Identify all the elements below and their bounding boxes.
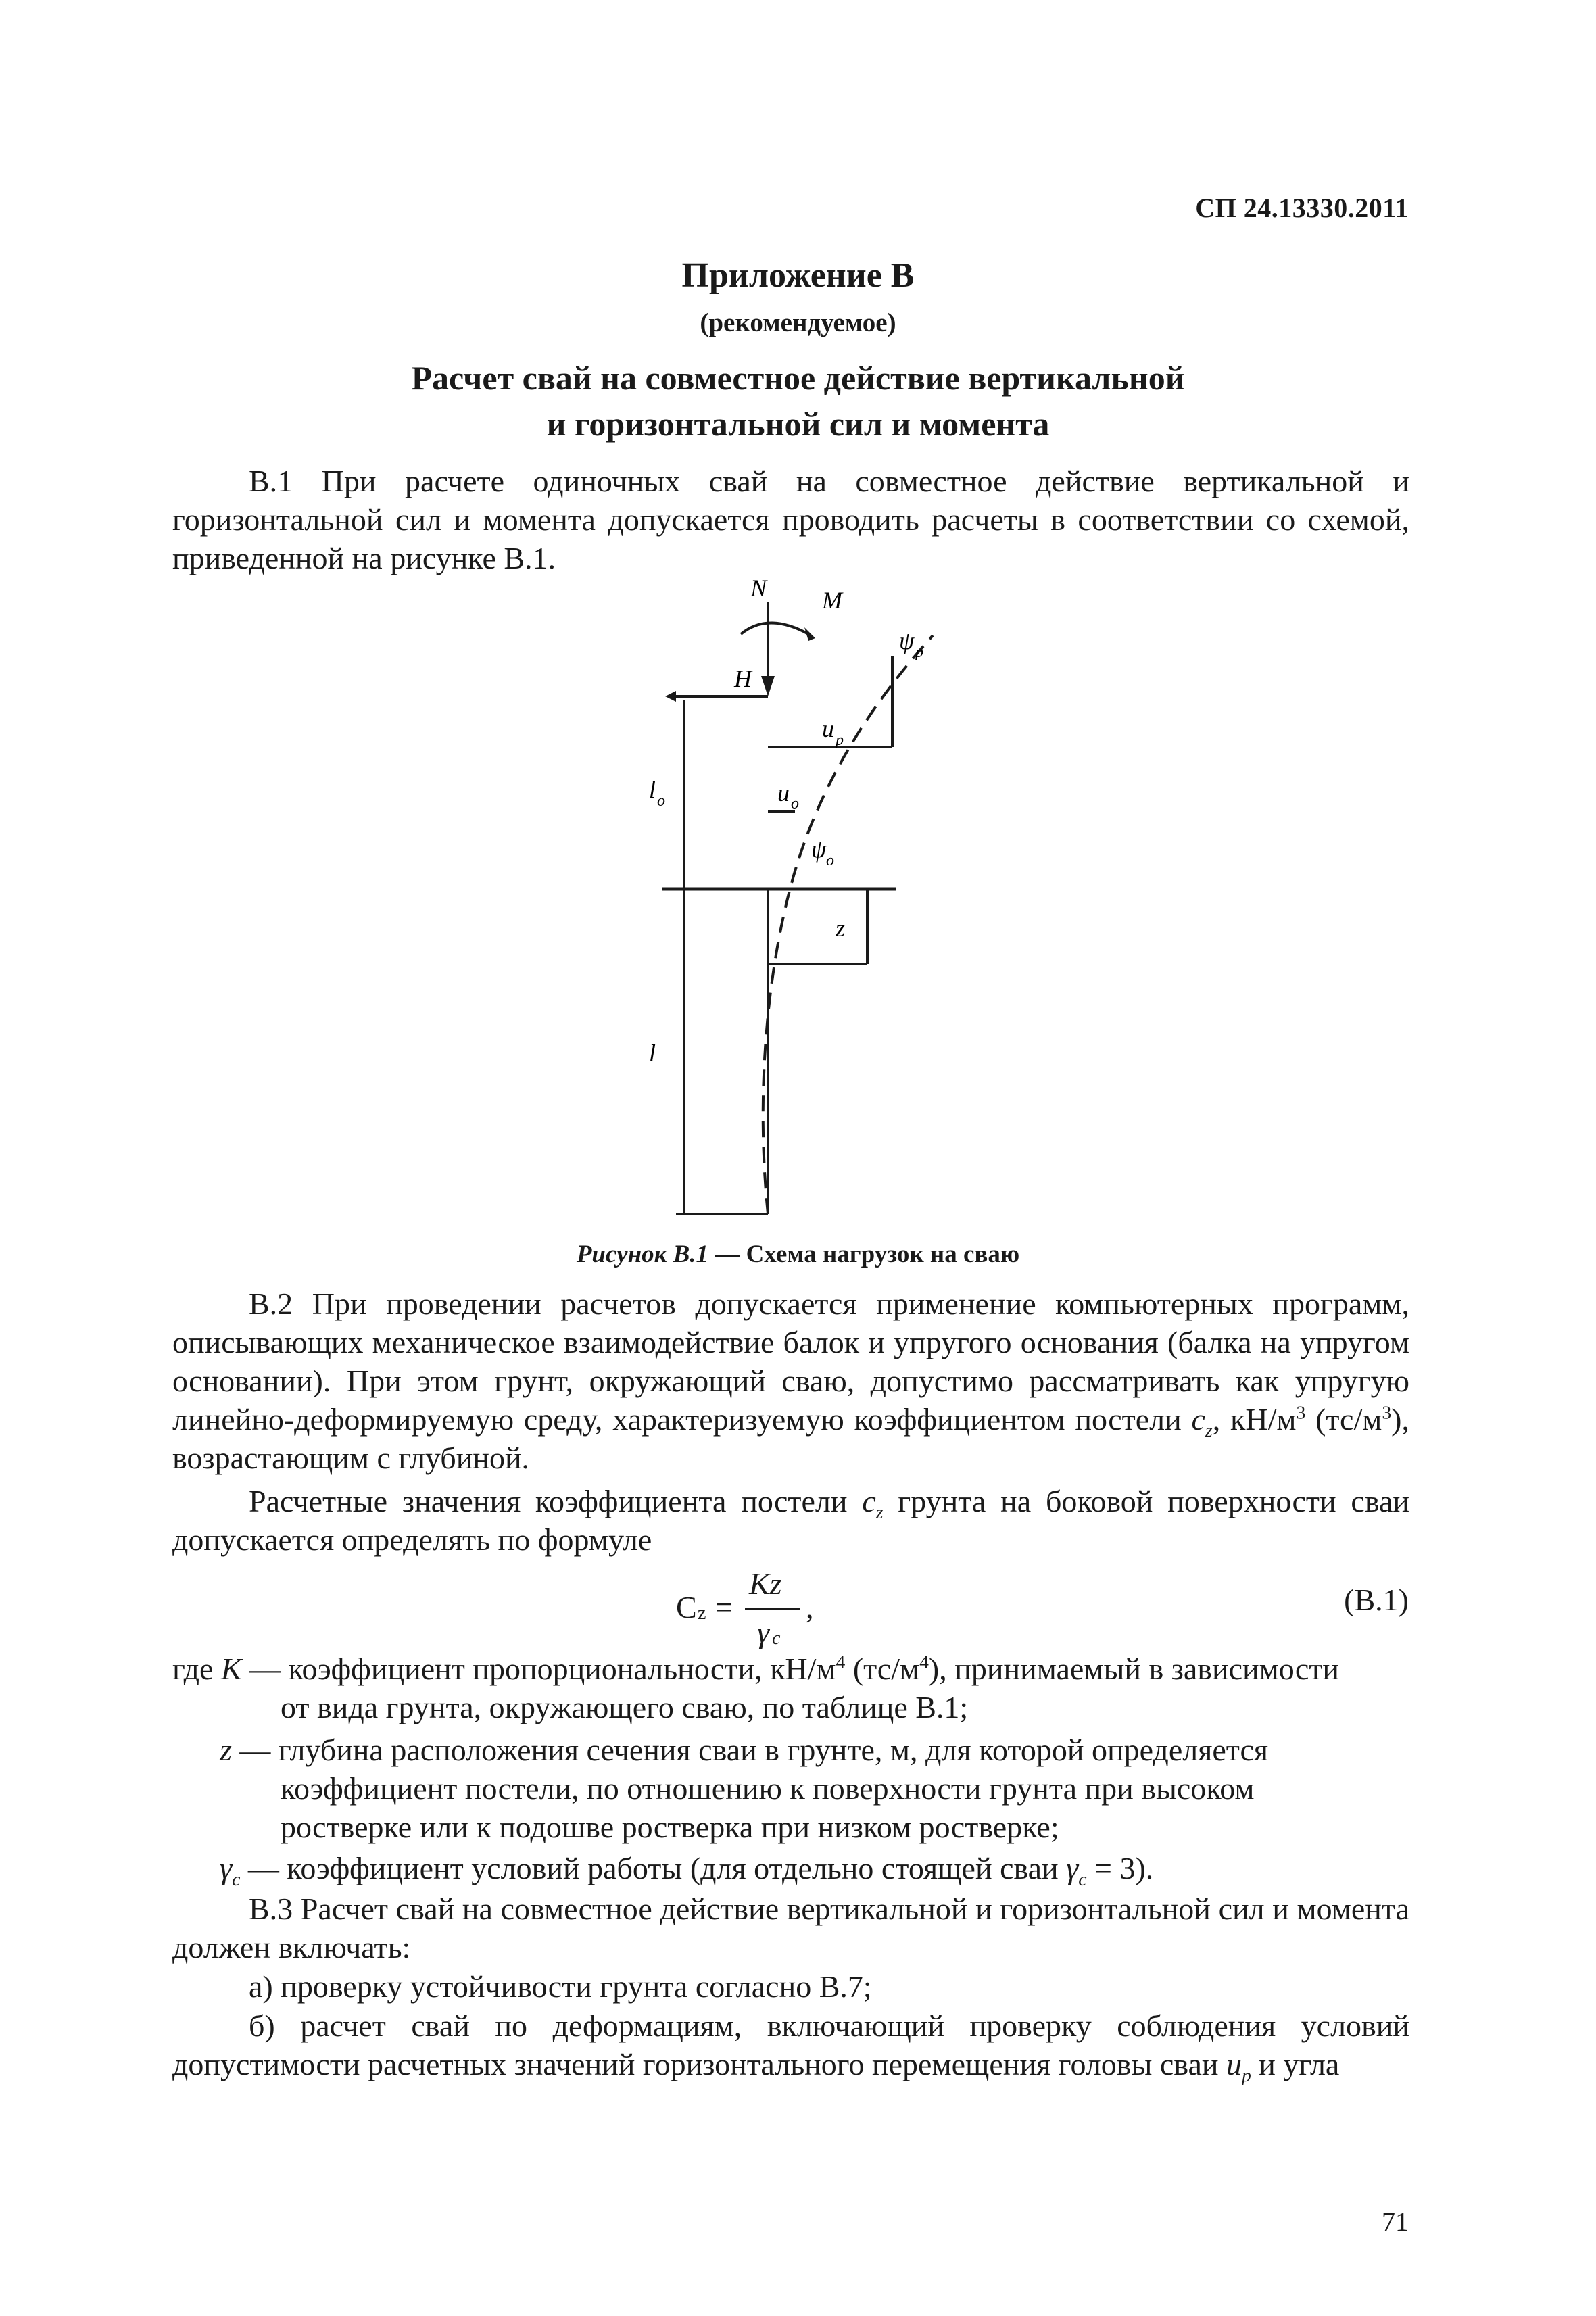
paragraph-b2-text-a: В.2 При проведении расчетов допускается применение компьютерных программ, описывающих механическое взаимодействие балок и упругого основания (балка на упругом основании). При этом грунт, окружающий сваю, допустимо рассматривать как упругую линейно-деформируемую среду, характеризуемую коэффициентом постели	[172, 1286, 1409, 1437]
label-z: z	[836, 915, 846, 942]
label-u-o-sub: o	[791, 795, 799, 813]
figure-caption	[0, 1240, 1596, 1269]
formula-comma: ,	[806, 1590, 814, 1624]
superscript-4a: 4	[836, 1651, 846, 1672]
paragraph-b1: В.1 При расчете одиночных свай на совместное действие вертикальной и горизонтальной сил и момента допускается проводить расчеты в соответствии со схемой, приведенной на рисунке В.1.	[172, 464, 1409, 575]
list-item-b-text-b: и угла	[1251, 2047, 1340, 2081]
where-z-line2: коэффициент постели, по отношению к поверхности грунта при высоком	[281, 1771, 1255, 1806]
where-k-text-a: — коэффициент пропорциональности, кН/м	[241, 1651, 836, 1686]
paragraph-b2-text-d: ), возрастающим с глубиной.	[172, 1402, 1409, 1475]
where-k-line2: от вида грунта, окружающего сваю, по таблице В.1;	[281, 1690, 969, 1724]
where-z-line3: ростверке или к подошве ростверка при низком ростверке;	[281, 1810, 1059, 1844]
symbol-up: u	[1226, 2047, 1242, 2081]
paragraph-b2-text-c: (тс/м	[1305, 1402, 1382, 1437]
where-k-block	[172, 1649, 1409, 1727]
label-u-p: u	[822, 715, 834, 742]
formula-b1	[676, 1566, 852, 1660]
formula-lhs-sub: z	[698, 1603, 706, 1624]
symbol-up-sub: p	[1242, 2065, 1251, 2086]
label-l: l	[649, 1040, 656, 1067]
superscript-4b: 4	[919, 1651, 929, 1672]
section-heading-line2: и горизонтальной сил и момента	[546, 405, 1050, 443]
symbol-cz: c	[1191, 1402, 1205, 1437]
page-number: 71	[1382, 2206, 1409, 2237]
document-code: СП 24.13330.2011	[1195, 193, 1409, 223]
label-psi-o: ψ	[811, 836, 827, 863]
symbol-cz-2-sub: z	[875, 1501, 884, 1523]
paragraph-calc	[172, 1482, 1409, 1559]
moment-m-arc	[741, 623, 808, 635]
label-psi-p-sub: p	[915, 644, 923, 661]
figure-caption-label: Рисунок В.1	[576, 1240, 709, 1268]
label-u-p-sub: p	[836, 731, 844, 749]
formula-lhs: C	[676, 1590, 697, 1624]
where-k-text-b: (тс/м	[845, 1651, 920, 1686]
label-m: M	[822, 587, 842, 614]
where-z-line1	[220, 1731, 1409, 1769]
where-gamma-line	[220, 1849, 1409, 1890]
section-heading	[0, 355, 1596, 447]
symbol-k: К	[220, 1651, 242, 1686]
formula-fraction-bar	[745, 1608, 800, 1610]
pile-load-diagram	[608, 568, 987, 1230]
appendix-title: Приложение В	[681, 256, 915, 295]
section-heading-line1: Расчет свай на совместное действие вертикальной	[411, 359, 1185, 397]
list-item-b-text-a: б) расчет свай по деформациям, включающий проверку соблюдения условий допустимости расчетных значений горизонтального перемещения головы сваи	[172, 2008, 1409, 2081]
where-k-text-c: ), принимаемый в зависимости	[928, 1651, 1340, 1686]
figure-caption-text: — Схема нагрузок на сваю	[708, 1240, 1020, 1268]
paragraph-calc-text-b: грунта на боковой поверхности сваи допускается определять по формуле	[172, 1484, 1409, 1557]
symbol-cz-2: c	[862, 1484, 876, 1518]
paragraph-b2-text-b: , кН/м	[1212, 1402, 1297, 1437]
label-u-o: u	[777, 779, 790, 806]
superscript-3a: 3	[1296, 1401, 1306, 1423]
symbol-gamma-c-2: γ	[1066, 1851, 1079, 1885]
force-h-arrowhead	[665, 691, 676, 702]
label-psi-p: ψ	[899, 627, 915, 654]
label-l0-sub: o	[657, 792, 665, 810]
where-gamma-text: — коэффициент условий работы (для отдельно стоящей сваи	[240, 1851, 1067, 1885]
appendix-subtitle: (рекомендуемое)	[700, 308, 896, 337]
formula-equals: =	[715, 1590, 733, 1624]
where-z-block	[220, 1731, 1409, 1846]
symbol-cz-sub: z	[1205, 1420, 1213, 1441]
paragraph-b2	[172, 1284, 1409, 1477]
label-n: N	[750, 575, 767, 602]
where-k-line1	[172, 1649, 1409, 1688]
list-item-a: а) проверку устойчивости грунта согласно В.7;	[249, 1969, 872, 2004]
formula-denominator: γ	[757, 1615, 770, 1649]
formula-numerator: Kz	[749, 1566, 782, 1601]
symbol-gamma-c-sub: c	[232, 1868, 241, 1890]
symbol-gamma-c: γ	[220, 1851, 233, 1885]
where-gamma-end: = 3).	[1086, 1851, 1154, 1885]
where-z-text: — глубина расположения сечения сваи в грунте, м, для которой определяется	[231, 1733, 1269, 1767]
formula-denominator-sub: c	[772, 1628, 781, 1649]
where-prefix: где	[172, 1651, 221, 1686]
deflected-pile-curve	[763, 635, 933, 1214]
list-item-b	[172, 2006, 1409, 2086]
label-h: H	[734, 665, 752, 692]
paragraph-calc-text-a: Расчетные значения коэффициента постели	[249, 1484, 863, 1518]
label-l0: l	[649, 776, 656, 803]
superscript-3b: 3	[1382, 1401, 1392, 1423]
symbol-z: z	[220, 1733, 232, 1767]
symbol-gamma-c-2-sub: c	[1078, 1868, 1087, 1890]
force-n-arrowhead	[761, 676, 775, 696]
equation-number: (В.1)	[1344, 1583, 1409, 1617]
paragraph-b3: В.3 Расчет свай на совместное действие вертикальной и горизонтальной сил и момента должен включать:	[172, 1891, 1409, 1964]
label-psi-o-sub: o	[826, 852, 834, 869]
